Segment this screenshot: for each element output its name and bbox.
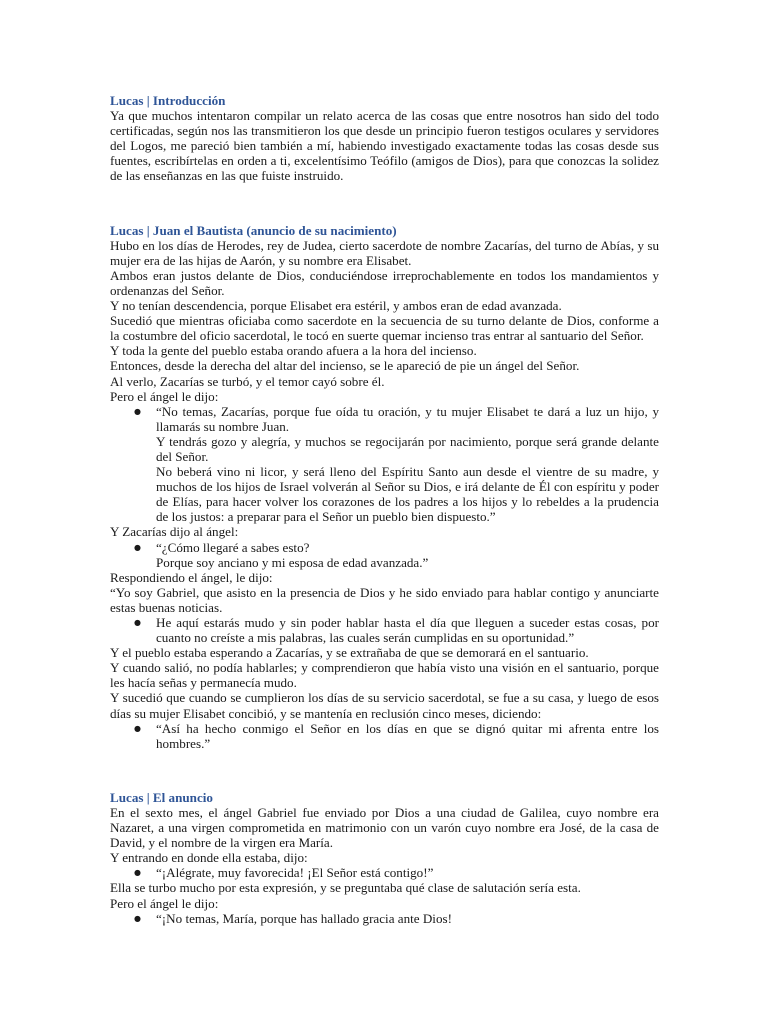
quote-item: ● He aquí estarás mudo y sin poder hablar hasta el día que lleguen a suceder estas cosas, por cuanto no creíste a mis palabras, las cuales serán cumplidas en su oportunidad.” [156,615,659,645]
paragraph: Sucedió que mientras oficiaba como sacerdote en la secuencia de su turno delante de Dios, conforme a la costumbre del oficio sacerdotal, le tocó en suerte quemar incienso tras entrar al santuario del Señor. [110,313,659,344]
quote-item: ● “¡No temas, María, porque has hallado gracia ante Dios! [156,911,659,926]
paragraph: Y entrando en donde ella estaba, dijo: [110,850,308,866]
paragraph: Pero el ángel le dijo: [110,388,219,404]
section-el-anuncio [110,790,659,926]
section-juan-el-bautista [110,223,659,751]
paragraph: Ya que muchos intentaron compilar un relato acerca de las cosas que entre nosotros han sido del todo certificadas, según nos las transmitieron los que desde un principio fueron testigos oculares y servidores del Logos, me pareció bien también a mí, habiendo investigado exactamente todas las cosas desde sus fuentes, escribírtelas en orden a ti, excelentísimo Teófilo (amigos de Dios), para que conozcas la solidez de las enseñanzas en las que fuiste instruido. [110,108,659,184]
quote-list [110,540,659,570]
paragraph: Al verlo, Zacarías se turbó, y el temor cayó sobre él. [110,373,385,389]
section-introduccion [110,93,659,184]
paragraph: Y Zacarías dijo al ángel: [110,524,239,540]
paragraph: Hubo en los días de Herodes, rey de Judea, cierto sacerdote de nombre Zacarías, del turno de Abías, y su mujer era de las hijas de Aarón, y su nombre era Elisabet. [110,237,659,268]
quote-continuation: Y tendrás gozo y alegría, y muchos se regocijarán por nacimiento, porque será grande delante del Señor. [156,433,659,464]
paragraph: Respondiendo el ángel, le dijo: [110,569,273,585]
paragraph: Entonces, desde la derecha del altar del incienso, se le apareció de pie un ángel del Señor. [110,358,580,374]
quote-item: ● “¡Alégrate, muy favorecida! ¡El Señor está contigo!” [156,865,659,880]
paragraph: Y toda la gente del pueblo estaba orando afuera a la hora del incienso. [110,343,477,359]
quote-item: ● “No temas, Zacarías, porque fue oída tu oración, y tu mujer Elisabet te dará a luz un hijo, y llamarás su nombre Juan. [156,404,659,434]
section-heading: Lucas | Introducción [110,93,226,108]
section-heading: Lucas | Juan el Bautista (anuncio de su nacimiento) [110,222,397,238]
quote-continuation: No beberá vino ni licor, y será lleno del Espíritu Santo aun desde el vientre de su madre, y muchos de los hijos de Israel volverán al Señor su Dios, e irá delante de Él con espíritu y poder de Elías, para hacer volver los corazones de los padres a los hijos y lo rebeldes a la prudencia de los justos: a preparar para el Señor un pueblo bien dispuesto.” [156,464,659,525]
quote-list [110,615,659,645]
paragraph: Y cuando salió, no podía hablarles; y comprendieron que había visto una visión en el santuario, porque les hacía señas y permanecía mudo. [110,660,659,691]
paragraph: Y sucedió que cuando se cumplieron los días de su servicio sacerdotal, se fue a su casa, y luego de esos días su mujer Elisabet concibió, y se mantenía en reclusión cinco meses, diciendo: [110,690,659,721]
paragraph: Ella se turbo mucho por esta expresión, y se preguntaba qué clase de salutación sería esta. [110,880,581,896]
paragraph: Pero el ángel le dijo: [110,895,219,911]
paragraph: En el sexto mes, el ángel Gabriel fue enviado por Dios a una ciudad de Galilea, cuyo nombre era Nazaret, a una virgen comprometida en matrimonio con un varón cuyo nombre era José, de la casa de David, y el nombre de la virgen era María. [110,804,659,851]
paragraph: “Yo soy Gabriel, que asisto en la presencia de Dios y he sido enviado para hablar contigo y anunciarte estas buenas noticias. [110,584,659,615]
paragraph: Y el pueblo estaba esperando a Zacarías, y se extrañaba de que se demorará en el santuario. [110,645,589,661]
paragraph: Y no tenían descendencia, porque Elisabet era estéril, y ambos eran de edad avanzada. [110,298,562,314]
quote-list [110,911,659,926]
section-heading: Lucas | El anuncio [110,789,213,805]
quote-list [110,721,659,751]
paragraph: Ambos eran justos delante de Dios, conduciéndose irreprochablemente en todos los mandamientos y ordenanzas del Señor. [110,267,659,298]
quote-list [110,404,659,525]
quote-item: ● “¿Cómo llegaré a sabes esto? [156,540,659,555]
quote-item: ● “Así ha hecho conmigo el Señor en los días en que se dignó quitar mi afrenta entre los hombres.” [156,721,659,751]
quote-continuation: Porque soy anciano y mi esposa de edad avanzada.” [156,554,429,570]
quote-list [110,865,659,880]
